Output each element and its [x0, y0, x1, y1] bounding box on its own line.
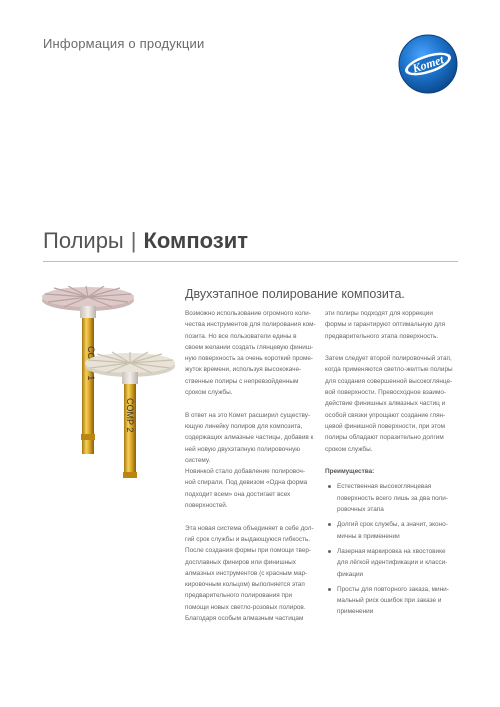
text-line: своем желании создать глянцевую финиш- [185, 343, 314, 351]
text-line: ровочных этапа [337, 506, 384, 514]
paragraph [185, 410, 313, 512]
article-right-column [325, 308, 460, 622]
text-line: сроком службы. [325, 445, 373, 453]
text-line: Затем следует второй полировочный этап, [325, 355, 452, 363]
text-line: Лазерная маркировка на хвостовике [337, 547, 446, 555]
text-line: для создания совершенной высокоглянце- [325, 377, 453, 385]
paragraph [185, 523, 313, 625]
paragraph [185, 308, 316, 398]
text-line: жуток времени, используя высококаче- [185, 366, 302, 374]
text-line: вой поверхности. Превосходное взаимо- [325, 389, 447, 397]
text-line: кировочным кольцом) выполняется этап [185, 581, 305, 589]
text-line: Долгий срок службы, а значит, эконо- [337, 521, 448, 529]
text-line: Просты для повторного заказа, мини- [337, 585, 449, 593]
text-line: позита. Но все пользователи едины в [185, 332, 297, 340]
text-line: досплавных финиров или финишных [185, 558, 296, 566]
text-line: ственные полиры с непревзойденным [185, 377, 299, 385]
text-line: полиры обладают поразительно долгим [325, 434, 444, 442]
list-item [325, 481, 460, 515]
text-line: ной спирали. Под девизом «Одна форма [185, 479, 308, 487]
polishers-product-image [40, 286, 180, 486]
text-line: мальный риск ошибок при заказе и [337, 597, 442, 605]
text-line: чества инструментов для полирования ком- [185, 321, 316, 329]
polisher-label-2: COMP 2 [125, 398, 135, 433]
paragraph [325, 308, 460, 342]
text-line: Новинкой стало добавление полировоч- [185, 468, 305, 476]
text-line: предварительного полирования при [185, 592, 293, 600]
text-line: фикации [337, 570, 364, 578]
text-line: цевой финишной поверхности, при этом [325, 422, 446, 430]
section-divider [43, 261, 458, 262]
text-line: После создания формы при помощи твер- [185, 547, 312, 555]
text-line: Возможно использование огромного коли- [185, 310, 311, 317]
article-left-column [185, 308, 316, 636]
text-line: действие финишных алмазных частиц и [325, 400, 446, 408]
text-line: ней новую двухэтапную полировочную [185, 445, 301, 453]
text-line: мичны в применении [337, 532, 400, 540]
text-line: ющую линейку полиров для композита, [185, 422, 303, 430]
text-line: В ответ на это Комет расширил существу- [185, 411, 311, 419]
text-line: для лёгкой идентификации и класси- [337, 559, 448, 567]
komet-logo [397, 33, 459, 95]
text-line: поверхностей. [185, 502, 228, 510]
text-line: ную поверхность за очень короткий проме- [185, 355, 314, 363]
article-heading: Двухэтапное полирование композита. [185, 287, 405, 301]
benefits-list [325, 481, 460, 617]
paragraph [325, 353, 460, 455]
list-item [325, 546, 460, 580]
section-title-separator: | [130, 228, 137, 253]
benefits-title: Преимущества: [325, 468, 375, 476]
text-line: предварительного этапа поверхность. [325, 332, 439, 340]
text-line: применении [337, 608, 374, 616]
text-line: эти полиры подходят для коррекции [325, 310, 433, 317]
text-line: когда применяются светло-желтые полиры [325, 366, 453, 374]
text-line: помощи новых светло-розовых полиров. [185, 603, 306, 611]
section-title-bold: Композит [143, 228, 248, 253]
text-line: алмазных инструментов (с красным мар- [185, 569, 308, 577]
list-item [325, 519, 460, 542]
logo-text: Komet [410, 52, 446, 76]
text-line: особой связки упрощают создание глян- [325, 411, 446, 419]
text-line: Эта новая система объединяет в себе дол- [185, 524, 314, 532]
page-header-title: Информация о продукции [43, 36, 205, 51]
text-line: систему. [185, 456, 211, 464]
text-line: подходит всем» она достигает всех [185, 490, 291, 498]
section-title-light: Полиры [43, 228, 124, 253]
text-line: формы и гарантируют оптимальную для [325, 321, 446, 329]
list-item [325, 584, 460, 618]
text-line: гий срок службы и выдающуюся гибкость. [185, 535, 311, 543]
text-line: Естественная высокоглянцевая [337, 483, 432, 491]
polisher-comp2 [85, 352, 175, 478]
text-line: сроком службы. [185, 389, 233, 397]
section-title [43, 228, 248, 254]
text-line: поверхность всего лишь за два поли- [337, 494, 448, 502]
text-line: содержащих алмазные частицы, добавив к [185, 434, 314, 442]
text-line: Благодаря особым алмазным частицам [185, 615, 304, 623]
